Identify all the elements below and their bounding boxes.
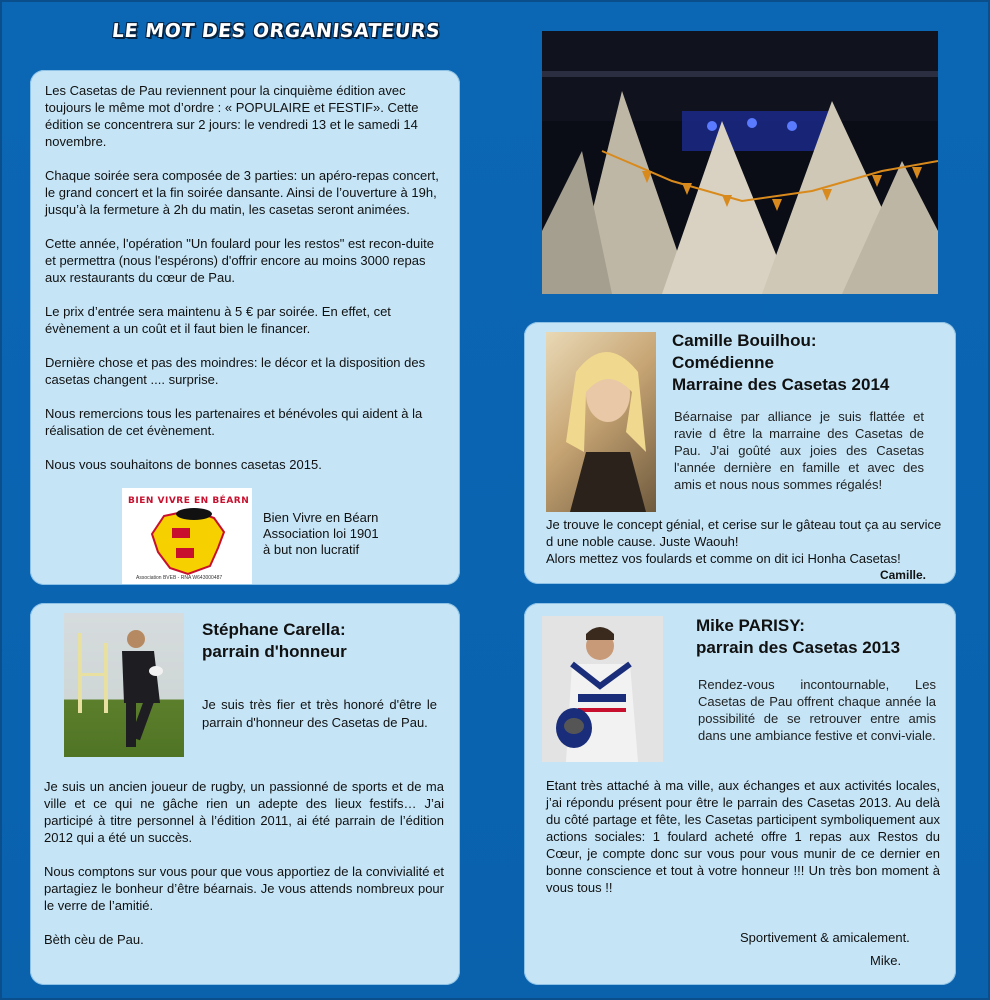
stephane-title: parrain d'honneur <box>202 642 347 661</box>
organisers-paragraph: Nous vous souhaitons de bonnes casetas 2015. <box>45 457 322 472</box>
camille-signature: Camille. <box>879 568 926 582</box>
organisers-paragraph: Les Casetas de Pau reviennent pour la cinquième édition avec toujours le même mot d’ordre : « POPULAIRE et FESTIF». Cette édition se concentrera sur 2 jours: le vendredi 13 et le samedi 14 novembre. <box>45 83 419 149</box>
stephane-paragraph: Bèth cèu de Pau. <box>44 932 144 947</box>
camille-body <box>546 516 946 567</box>
racing-driver-icon <box>542 616 663 762</box>
organisers-paragraph: Cette année, l'opération "Un foulard pour les restos" est recon-duite et permettra (nous l'espérons) d'offrir encore au moins 3000 repas aux restaurants du cœur de Pau. <box>45 236 434 285</box>
organisers-text <box>45 82 444 473</box>
camille-heading <box>672 330 889 396</box>
tents-illustration <box>542 31 938 294</box>
organisers-card <box>30 70 460 585</box>
logo-text: BIEN VIVRE EN BÉARN <box>128 496 250 506</box>
mike-intro: Rendez-vous incontournable, Les Casetas de Pau offrent chaque année la possibilité de se retrouver entre amis dans une ambiance festive et convi-viale. <box>698 677 936 743</box>
mike-portrait <box>542 616 663 762</box>
organisers-paragraph: Dernière chose et pas des moindres: le décor et la disposition des casetas changent .... surprise. <box>45 355 426 387</box>
event-photo <box>542 31 938 294</box>
mike-card <box>524 603 956 985</box>
stephane-card <box>30 603 460 985</box>
bearn-map-icon <box>122 488 252 584</box>
association-name: Bien Vivre en Béarn <box>263 510 379 525</box>
stephane-paragraph: Je suis un ancien joueur de rugby, un passionné de sports et de ma ville et ce qui ne gâche rien un adepte des lieux festifs… J’ai participé à titre personnel à l’édition 2011, ai été parrain de l’édition 2012 qui a été un succès. <box>44 779 444 845</box>
organisers-paragraph: Nous remercions tous les partenaires et bénévoles qui aident à la réalisation de cet évènement. <box>45 406 423 438</box>
stephane-body <box>44 778 444 948</box>
camille-card <box>524 322 956 584</box>
mike-body: Etant très attaché à ma ville, aux échanges et aux activités locales, j’ai répondu présent pour être le parrain des Casetas 2013. Au delà du côté partage et fête, les Casetas participent symboliquement aux actions sociales: 1 foulard acheté offre 1 repas aux Restos du Cœur, je compte donc sur vous pour vous munir de ce dernier en bonne conscience et tout à votre honneur !!! Un très bon moment à vous tous !! <box>546 778 940 895</box>
stephane-portrait <box>64 613 184 757</box>
camille-title: Marraine des Casetas 2014 <box>672 375 890 394</box>
stephane-name: Stéphane Carella: <box>202 620 346 639</box>
organisers-paragraph: Le prix d’entrée sera maintenu à 5 € par soirée. En effet, cet évènement a un coût et il faut bien le financer. <box>45 304 391 336</box>
association-logo <box>122 488 252 584</box>
camille-intro: Béarnaise par alliance je suis flattée et ravie d être la marraine des Casetas de Pau. J'ai goûté aux joies des Casetas l'année dernière en famille et avec des amis et nous nous sommes régalés! <box>674 409 924 492</box>
mike-signature: Mike. <box>870 953 902 968</box>
mike-name: Mike PARISY: <box>696 616 805 635</box>
portrait-silhouette-icon <box>546 332 656 512</box>
stephane-intro: Je suis très fier et très honoré d'être le parrain d'honneur des Casetas de Pau. <box>202 697 437 730</box>
camille-portrait <box>546 332 656 512</box>
stephane-paragraph: Nous comptons sur vous pour que vous apportiez de la convivialité et partagiez le bonheur d’être béarnais. Je vous attends nombreux pour le verre de l’amitié. <box>44 864 444 913</box>
mike-heading <box>696 615 900 659</box>
page-title: LE MOT DES ORGANISATEURS <box>110 20 442 42</box>
organisers-paragraph: Chaque soirée sera composée de 3 parties: un apéro-repas concert, le grand concert et la fin soirée dansante. Ainsi de l’ouverture à 19h, jusqu’à la fermeture à 2h du matin, les casetas seront animées. <box>45 168 439 217</box>
association-info <box>263 510 379 558</box>
association-type: Association loi 1901 <box>263 526 379 541</box>
camille-role: Comédienne <box>672 353 775 372</box>
camille-name: Camille Bouilhou: <box>672 331 817 350</box>
mike-title: parrain des Casetas 2013 <box>696 638 901 657</box>
rugby-player-icon <box>64 613 184 757</box>
stephane-heading <box>202 619 347 663</box>
logo-small-text: Association BVEB - RNA W643000487 <box>136 575 223 581</box>
mike-closing: Sportivement & amicalement. <box>740 930 910 945</box>
camille-body-line: Je trouve le concept génial, et cerise sur le gâteau tout ça au service d une noble cause. Juste Waouh! <box>546 517 942 549</box>
camille-body-line: Alors mettez vos foulards et comme on dit ici Honha Casetas! <box>546 551 901 566</box>
association-purpose: à but non lucratif <box>263 542 360 557</box>
